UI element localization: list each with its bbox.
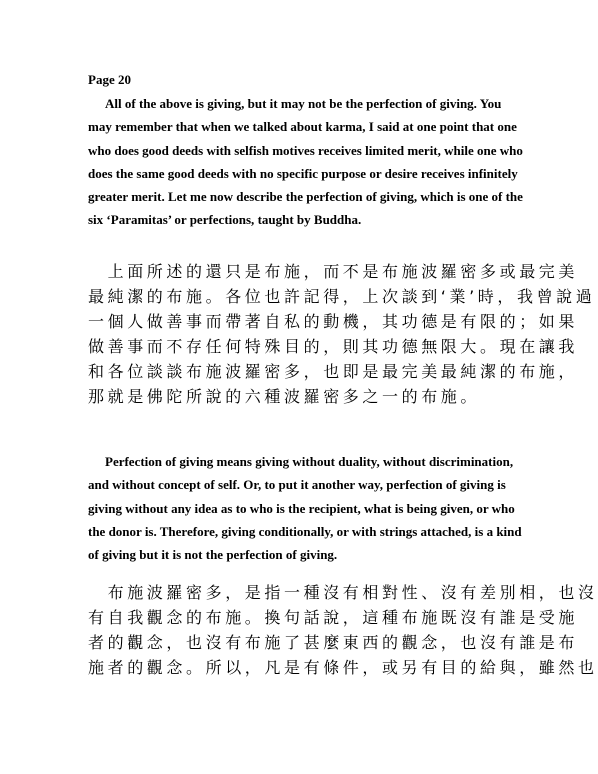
english-paragraph-2-line: what is being given, or who the donor is. Therefore, giving	[88, 500, 515, 539]
english-paragraph-1	[88, 92, 528, 232]
english-paragraph-2-line: discrimination, and without concept of self. Or, to put it another way,	[88, 454, 514, 493]
page-number: Page 20	[88, 72, 131, 87]
chinese-paragraph-2-line: 施者的觀念。所以，凡是有條件，或另有目的給與，雖然也	[88, 658, 598, 677]
english-paragraph-1-line: You may remember that when we talked about karma, I said at one	[88, 96, 502, 135]
english-paragraph-1-line: point that one who does good deeds with selfish motives receives limited	[88, 119, 517, 158]
chinese-paragraph-2-line: 有自我觀念的布施。換句話說，這種布施既沒有誰是受施	[88, 608, 579, 627]
chinese-paragraph-1-line: 一個人做善事而帶著自私的動機，其功德是有限的；如果	[88, 312, 579, 331]
chinese-paragraph-2-line: 者的觀念，也沒有布施了甚麼東西的觀念，也沒有誰是布	[88, 633, 579, 652]
english-paragraph-1-line: or desire receives infinitely greater merit. Let me now describe the	[88, 165, 518, 205]
english-paragraph-1-line: taught by Buddha.	[257, 212, 362, 228]
chinese-paragraph-1-line: 和各位談談布施波羅密多，也即是最完美最純潔的布施，	[88, 362, 579, 381]
english-paragraph-1-line: All of the above is giving, but it may not be the perfection of giving.	[105, 96, 477, 111]
chinese-paragraph-1	[88, 259, 596, 409]
english-paragraph-2	[88, 450, 528, 566]
chinese-paragraph-2-line: 布施波羅密多，是指一種沒有相對性、沒有差別相，也沒	[88, 583, 598, 602]
chinese-paragraph-1-line: 那就是佛陀所說的六種波羅密多之一的布施。	[88, 387, 481, 406]
english-paragraph-1-line: perfection of giving, which is one of the six ‘Paramitas’ or perfections,	[88, 189, 523, 228]
english-paragraph-1-line: merit, while one who does the same good deeds with no specific purpose	[88, 142, 523, 181]
english-paragraph-2-line: Perfection of giving means giving without duality, without	[105, 454, 426, 469]
english-paragraph-2-line: the perfection of giving.	[205, 547, 338, 563]
english-paragraph-2-line: conditionally, or with strings attached, is a kind of giving but it is not	[88, 523, 522, 563]
chinese-paragraph-1-line: 做善事而不存任何特殊目的，則其功德無限大。現在讓我	[88, 337, 579, 356]
chinese-paragraph-1-line: 最純潔的布施。各位也許記得，上次談到‘業’時，我曾說過	[88, 287, 596, 306]
english-paragraph-2-line: perfection of giving is giving without any idea as to who is the recipient,	[88, 477, 506, 516]
chinese-paragraph-1-line: 上面所述的還只是布施，而不是布施波羅密多或最完美	[88, 262, 579, 281]
chinese-paragraph-2	[88, 580, 598, 680]
